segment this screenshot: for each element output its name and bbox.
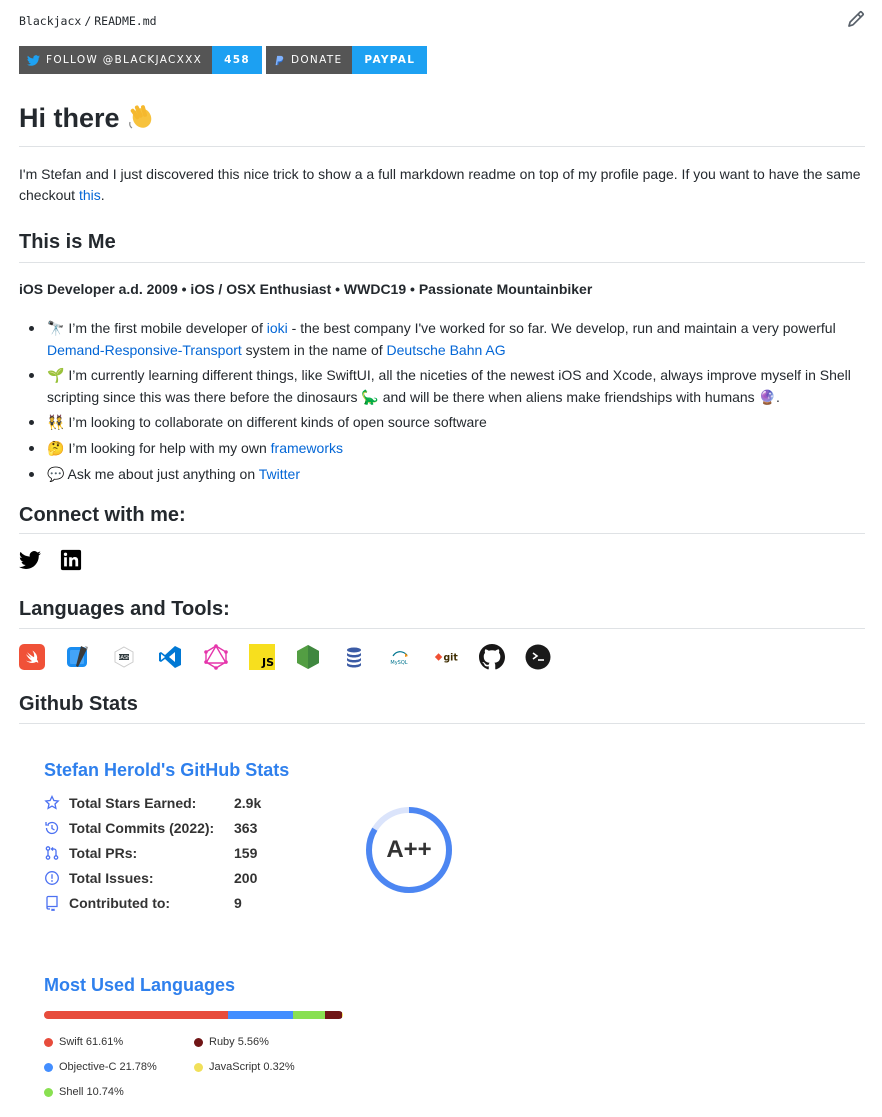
section-heading-stats: Github Stats — [19, 693, 138, 715]
stat-row-commits: Total Commits (2022): 363 — [44, 819, 60, 837]
badge-value: PAYPAL — [352, 46, 427, 74]
legend-dot — [194, 1038, 203, 1047]
legend-item — [44, 1036, 123, 1048]
intro-link[interactable]: this — [78, 187, 101, 203]
tools-row — [19, 644, 551, 670]
paypal-donate-badge[interactable] — [266, 46, 427, 74]
intro-paragraph: I'm Stefan and I just discovered this nice trick to show a a full markdown readme on top of my profile page. If you want to have the same checkout this. — [19, 166, 861, 203]
svg-text:git: git — [443, 652, 458, 664]
page-title: Hi there — [19, 102, 157, 134]
database-icon[interactable] — [341, 644, 367, 670]
git-icon[interactable] — [433, 644, 459, 670]
rank-grade: A++ — [386, 836, 432, 863]
svg-text:JS: JS — [261, 656, 275, 669]
stat-row-stars: Total Stars Earned: 2.9k — [44, 794, 60, 812]
dancers-emoji: 👯 — [47, 415, 65, 431]
legend-label: JavaScript 0.32% — [209, 1061, 295, 1073]
divider — [19, 723, 865, 724]
twitter-follow-badge[interactable] — [19, 46, 262, 74]
wave-emoji — [127, 102, 157, 132]
twitter-icon — [19, 549, 41, 571]
svg-text:BASH: BASH — [117, 655, 131, 661]
ioki-link[interactable]: ioki — [266, 320, 288, 336]
section-heading-about: This is Me — [19, 231, 116, 253]
paypal-icon — [274, 54, 285, 67]
xcode-icon[interactable] — [65, 644, 91, 670]
social-links — [19, 549, 82, 576]
divider — [19, 628, 865, 629]
legend-dot — [44, 1063, 53, 1072]
twitter-icon — [27, 54, 40, 67]
divider — [19, 262, 865, 263]
section-heading-connect: Connect with me: — [19, 504, 186, 526]
languages-card-title: Most Used Languages — [44, 975, 236, 995]
legend-item — [194, 1061, 295, 1073]
owner-link[interactable]: Blackjacx — [19, 14, 82, 28]
speech-bubble-emoji: 💬 — [47, 467, 65, 483]
svg-text:MySQL: MySQL — [390, 660, 408, 666]
bash-icon[interactable] — [111, 644, 137, 670]
stats-card-title: Stefan Herold's GitHub Stats — [44, 760, 290, 780]
repo-icon — [44, 895, 60, 911]
javascript-icon[interactable] — [249, 644, 275, 670]
twitter-link[interactable]: Twitter — [258, 466, 300, 482]
bio-list — [47, 318, 862, 490]
legend-dot — [44, 1088, 53, 1097]
file-name: README.md — [94, 14, 157, 28]
vscode-icon[interactable] — [157, 644, 183, 670]
nodejs-icon[interactable] — [295, 644, 321, 670]
language-segment-ruby — [325, 1011, 342, 1019]
pull-request-icon — [44, 845, 60, 861]
seedling-emoji: 🌱 — [47, 368, 65, 384]
tagline: iOS Developer a.d. 2009 • iOS / OSX Enthusiast • WWDC19 • Passionate Mountainbiker — [19, 281, 593, 297]
badges — [19, 46, 427, 74]
deutsche-bahn-link[interactable]: Deutsche Bahn AG — [386, 342, 506, 358]
linkedin-profile-link[interactable] — [60, 549, 82, 576]
language-segment-shell — [293, 1011, 325, 1019]
list-item: 🤔 I’m looking for help with my own frameworks — [47, 438, 862, 460]
list-item: 👯 I’m looking to collaborate on different kinds of open source software — [47, 412, 862, 434]
history-icon — [44, 820, 60, 836]
thinking-emoji: 🤔 — [47, 441, 65, 457]
twitter-profile-link[interactable] — [19, 549, 41, 576]
stat-row-contributed: Contributed to: 9 — [44, 894, 60, 912]
legend-item — [194, 1036, 269, 1048]
legend-dot — [194, 1063, 203, 1072]
badge-value: 458 — [212, 46, 262, 74]
star-icon — [44, 795, 60, 811]
divider — [19, 146, 865, 147]
badge-label: FOLLOW @BLACKJACXXX — [46, 54, 203, 66]
list-item: 💬 Ask me about just anything on Twitter — [47, 464, 862, 486]
language-segment-swift — [44, 1011, 228, 1019]
legend-item — [44, 1061, 157, 1073]
legend-label: Swift 61.61% — [59, 1036, 124, 1048]
frameworks-link[interactable]: frameworks — [270, 440, 343, 456]
divider — [19, 533, 865, 534]
legend-label: Objective-C 21.78% — [59, 1061, 157, 1073]
section-heading-tools: Languages and Tools: — [19, 598, 230, 620]
legend-label: Ruby 5.56% — [209, 1036, 269, 1048]
github-icon[interactable] — [479, 644, 505, 670]
legend-item — [44, 1086, 124, 1098]
legend-dot — [44, 1038, 53, 1047]
github-stats-card — [19, 741, 469, 935]
badge-label: DONATE — [290, 54, 343, 66]
language-segment-objective-c — [228, 1011, 293, 1019]
language-segment-javascript — [342, 1011, 343, 1019]
issue-icon — [44, 870, 60, 886]
stat-row-issues: Total Issues: 200 — [44, 869, 60, 887]
languages-progress-bar — [44, 1011, 343, 1019]
terminal-icon[interactable] — [525, 644, 551, 670]
pencil-icon[interactable] — [847, 10, 865, 28]
graphql-icon[interactable] — [203, 644, 229, 670]
file-path-bar — [19, 12, 865, 30]
list-item: 🔭 I’m the first mobile developer of ioki - the best company I've worked for so far. We develop, run and maintain a very powerful Demand-Responsive-Transport system in the name of Deutsche Bahn AG — [47, 318, 862, 361]
list-item: 🌱 I’m currently learning different things, like SwiftUI, all the niceties of the newest iOS and Xcode, always improve myself in Shell scripting since this was there before the dinosaurs 🦕 and will be there when aliens make friendships with humans 🔮. — [47, 365, 862, 408]
mysql-icon[interactable] — [387, 644, 413, 670]
breadcrumb: Blackjacx / README.md — [19, 14, 157, 28]
telescope-emoji: 🔭 — [47, 321, 65, 337]
linkedin-icon — [60, 549, 82, 571]
stat-row-prs: Total PRs: 159 — [44, 844, 60, 862]
legend-label: Shell 10.74% — [59, 1086, 124, 1098]
swift-icon[interactable] — [19, 644, 45, 670]
drt-link[interactable]: Demand-Responsive-Transport — [47, 342, 242, 358]
